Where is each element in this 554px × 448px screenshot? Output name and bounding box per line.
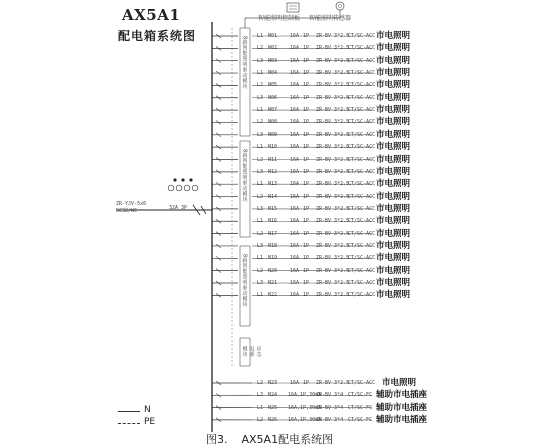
circuit-poles: 1P xyxy=(303,280,310,286)
circuit-load: 市电照明 xyxy=(376,179,411,190)
circuit-phase: L1 xyxy=(257,218,264,225)
circuit-row xyxy=(0,390,554,400)
circuit-cable: ZR-BV 3*2.5 xyxy=(316,94,350,101)
circuit-poles: 1P xyxy=(303,218,310,225)
circuit-rating: 16A xyxy=(290,119,300,126)
circuit-id: N22 xyxy=(268,292,278,299)
circuit-phase: L2 xyxy=(257,82,264,89)
circuit-load: 市电照明 xyxy=(376,80,411,91)
circuit-rating: 16A xyxy=(290,94,300,101)
circuit-cable: ZR-BV 3*2.5 xyxy=(316,242,350,249)
circuit-row xyxy=(0,43,554,53)
circuit-rating: 16A xyxy=(290,280,300,286)
circuit-row xyxy=(0,105,554,115)
circuit-poles: 1P xyxy=(303,70,310,77)
circuit-load: 辅助市电插座 xyxy=(376,402,428,413)
circuit-id: N04 xyxy=(268,70,278,77)
circuit-id: N17 xyxy=(268,230,278,237)
circuit-poles: 1P xyxy=(303,168,310,175)
circuit-row xyxy=(0,117,554,127)
circuit-poles: 1P xyxy=(303,255,310,262)
circuit-phase: L2 xyxy=(257,119,264,126)
circuit-id: N21 xyxy=(268,280,278,286)
circuit-id: N18 xyxy=(268,242,278,249)
circuit-rating: 16A xyxy=(290,57,300,64)
circuit-poles: 1P xyxy=(303,181,310,188)
circuit-id: N09 xyxy=(268,131,278,138)
circuit-load: 市电照明 xyxy=(376,203,411,214)
circuit-cable: ZR-BV 3*2.5 xyxy=(316,131,350,138)
circuit-cable: ZR-BV 3*2.5 xyxy=(316,70,350,77)
circuit-rating: 16A xyxy=(290,70,300,77)
circuit-poles: 1P xyxy=(303,205,310,212)
circuit-cable: ZR-BV 3*2.5 xyxy=(316,267,350,274)
circuit-poles: 1P xyxy=(303,131,310,138)
diagram-title: AX5A1 xyxy=(122,6,181,24)
circuit-id: N26 xyxy=(268,416,278,423)
circuit-conduit: CT/SC-ACC xyxy=(348,280,376,286)
circuit-phase: L1 xyxy=(257,144,264,151)
circuit-load: 市电照明 xyxy=(376,129,411,140)
circuit-id: N13 xyxy=(268,181,278,188)
circuit-poles: 1P xyxy=(303,267,310,274)
circuit-load: 市电照明 xyxy=(376,43,411,54)
circuit-rating: 16A,1P,30mA xyxy=(288,404,322,411)
circuit-cable: ZR-BV 3*2.5 xyxy=(316,218,350,225)
circuit-rating: 16A xyxy=(290,45,300,52)
circuit-conduit: CT/SC-ACC xyxy=(348,242,376,249)
circuit-rating: 16A xyxy=(290,33,300,39)
circuit-conduit: CT/SC-ACC xyxy=(348,218,376,225)
circuit-conduit: CT/SC-FC xyxy=(348,404,373,411)
control-panel-symbol xyxy=(287,3,299,12)
circuit-id: N20 xyxy=(268,267,278,274)
circuit-conduit: CT/SC-ACC xyxy=(348,205,376,212)
circuit-load: 市电照明 xyxy=(376,92,411,103)
circuit-rating: 16A xyxy=(290,242,300,249)
circuit-rating: 16A xyxy=(290,205,300,212)
circuit-poles: 1P xyxy=(303,380,310,386)
circuit-phase: L1 xyxy=(257,404,264,411)
circuit-id: N08 xyxy=(268,119,278,126)
circuit-phase: L2 xyxy=(257,380,264,386)
module-label: 8路智能照明驱动模块 xyxy=(241,254,248,308)
circuit-cable: ZR-BV 3*2.5 xyxy=(316,380,350,386)
circuit-cable: ZR-BV 3*2.5 xyxy=(316,119,350,126)
circuit-load: 市电照明 xyxy=(376,166,411,177)
circuit-id: N25 xyxy=(268,404,278,411)
circuit-cable: ZR-BV 3*2.5 xyxy=(316,82,350,89)
circuit-poles: 1P xyxy=(303,292,310,299)
circuit-poles: 1P xyxy=(303,45,310,52)
circuit-row xyxy=(0,56,554,66)
circuit-id: N05 xyxy=(268,82,278,89)
circuit-cable: ZR-BV 3*2.5 xyxy=(316,255,350,262)
circuit-load: 市电照明 xyxy=(376,228,411,239)
circuit-poles: 1P xyxy=(303,144,310,151)
neutral-legend-line xyxy=(118,411,140,412)
circuit-rating: 16A xyxy=(290,292,300,299)
circuit-phase: L3 xyxy=(257,57,264,64)
circuit-id: N06 xyxy=(268,94,278,101)
circuit-row xyxy=(0,266,554,276)
circuit-rating: 16A xyxy=(290,380,300,386)
circuit-cable: ZR-BV 3*2.5 xyxy=(316,280,350,286)
circuit-row xyxy=(0,378,554,388)
circuit-row xyxy=(0,179,554,189)
circuit-load: 市电照明 xyxy=(376,253,411,264)
circuit-phase: L1 xyxy=(257,33,264,39)
circuit-id: N19 xyxy=(268,255,278,262)
circuit-rating: 16A xyxy=(290,131,300,138)
circuit-conduit: CT/SC-ACC xyxy=(348,107,376,114)
circuit-row xyxy=(0,415,554,425)
circuit-phase: L2 xyxy=(257,267,264,274)
circuit-phase: L3 xyxy=(257,280,264,286)
circuit-cable: ZR-BV 3*2.5 xyxy=(316,230,350,237)
circuit-row xyxy=(0,204,554,214)
circuit-row xyxy=(0,403,554,413)
circuit-poles: 1P xyxy=(303,82,310,89)
circuit-cable: ZR-BV 3*2.5 xyxy=(316,292,350,299)
circuit-load: 市电照明 xyxy=(376,68,411,79)
circuit-conduit: CT/SC-ACC xyxy=(348,131,376,138)
figure-caption-text: AX5A1配电系统图 xyxy=(241,433,334,446)
circuit-phase: L3 xyxy=(257,205,264,212)
circuit-load: 市电照明 xyxy=(376,216,411,227)
circuit-cable: ZR-BV 3*2.5 xyxy=(316,33,350,39)
circuit-rating: 16A xyxy=(290,193,300,200)
circuit-phase: L2 xyxy=(257,45,264,52)
circuit-load: 市电照明 xyxy=(382,378,417,388)
circuit-conduit: CT/SC-ACC xyxy=(348,156,376,163)
circuit-rating: 16A,1P,30mA xyxy=(288,416,322,423)
circuit-load: 市电照明 xyxy=(376,31,411,41)
circuit-conduit: CT/SC-FC xyxy=(348,392,373,399)
circuit-phase: L1 xyxy=(257,181,264,188)
figure-caption xyxy=(206,431,347,447)
circuit-id: N01 xyxy=(268,33,278,39)
circuit-conduit: CT/SC-FC xyxy=(348,416,373,423)
circuit-row xyxy=(0,253,554,263)
circuit-rating: 16A xyxy=(290,267,300,274)
circuit-phase: L1 xyxy=(257,255,264,262)
sensor-label: 智能照明传感器 xyxy=(309,15,352,22)
circuit-phase: L1 xyxy=(257,292,264,299)
circuit-phase: L3 xyxy=(257,242,264,249)
circuit-rating: 16A xyxy=(290,218,300,225)
circuit-cable: ZR-BV 3*2.5 xyxy=(316,45,350,52)
circuit-id: N11 xyxy=(268,156,278,163)
module-label: 应急电源模块 xyxy=(241,346,262,357)
circuit-poles: 1P xyxy=(303,193,310,200)
earth-legend-label: PE xyxy=(144,417,156,427)
circuit-phase: L3 xyxy=(257,392,264,399)
circuit-phase: L3 xyxy=(257,168,264,175)
circuit-cable: ZR-BV 3*2.5 xyxy=(316,181,350,188)
circuit-load: 市电照明 xyxy=(376,154,411,165)
circuit-row xyxy=(0,68,554,78)
circuit-conduit: CT/SC-ACC xyxy=(348,94,376,101)
circuit-load: 市电照明 xyxy=(376,290,411,301)
circuit-id: N02 xyxy=(268,45,278,52)
circuit-row xyxy=(0,278,554,288)
circuit-load: 市电照明 xyxy=(376,55,411,66)
circuit-row xyxy=(0,155,554,165)
neutral-legend-label: N xyxy=(144,405,151,415)
circuit-phase: L3 xyxy=(257,131,264,138)
circuit-id: N03 xyxy=(268,57,278,64)
circuit-row xyxy=(0,31,554,41)
circuit-row xyxy=(0,216,554,226)
circuit-poles: 1P xyxy=(303,57,310,64)
circuit-conduit: CT/SC-ACC xyxy=(348,70,376,77)
circuit-conduit: CT/SC-ACC xyxy=(348,267,376,274)
circuit-poles: 1P xyxy=(303,156,310,163)
circuit-rating: 16A xyxy=(290,181,300,188)
circuit-conduit: CT/SC-ACC xyxy=(348,168,376,175)
circuit-id: N14 xyxy=(268,193,278,200)
circuit-row xyxy=(0,167,554,177)
circuit-rating: 16A xyxy=(290,255,300,262)
circuit-poles: 1P xyxy=(303,242,310,249)
circuit-cable: ZR-BV 3*4 xyxy=(316,416,344,423)
circuit-phase: L1 xyxy=(257,107,264,114)
circuit-cable: ZR-BV 3*2.5 xyxy=(316,193,350,200)
circuit-row xyxy=(0,80,554,90)
circuit-load: 市电照明 xyxy=(376,265,411,276)
circuit-id: N10 xyxy=(268,144,278,151)
circuit-load: 市电照明 xyxy=(376,117,411,128)
circuit-id: N12 xyxy=(268,168,278,175)
circuit-conduit: CT/SC-ACC xyxy=(348,45,376,52)
circuit-poles: 1P xyxy=(303,94,310,101)
control-panel-label: 智能照明控制板 xyxy=(258,15,301,22)
circuit-rating: 16A xyxy=(290,82,300,89)
circuit-row xyxy=(0,93,554,103)
circuit-conduit: CT/SC-ACC xyxy=(348,144,376,151)
circuit-rating: 16A xyxy=(290,107,300,114)
circuit-conduit: CT/SC-ACC xyxy=(348,57,376,64)
circuit-phase: L2 xyxy=(257,416,264,423)
circuit-rating: 16A xyxy=(290,230,300,237)
sensor-symbol xyxy=(336,2,344,10)
circuit-conduit: CT/SC-ACC xyxy=(348,33,376,39)
circuit-cable: ZR-BV 3*2.5 xyxy=(316,144,350,151)
incoming-cable: ZR-YJV-5x6 xyxy=(116,201,147,207)
circuit-cable: ZR-BV 3*4 xyxy=(316,392,344,399)
circuit-load: 市电照明 xyxy=(376,142,411,153)
circuit-id: N23 xyxy=(268,380,278,386)
module-label: 8路智能照明驱动模块 xyxy=(241,36,248,90)
circuit-conduit: CT/SC-ACC xyxy=(348,380,376,386)
circuit-load: 市电照明 xyxy=(376,240,411,251)
circuit-load: 市电照明 xyxy=(376,191,411,202)
circuit-row xyxy=(0,229,554,239)
circuit-phase: L2 xyxy=(257,193,264,200)
circuit-conduit: CT/SC-ACC xyxy=(348,181,376,188)
circuit-row xyxy=(0,142,554,152)
circuit-row xyxy=(0,130,554,140)
circuit-cable: ZR-BV 3*2.5 xyxy=(316,107,350,114)
circuit-rating: 16A xyxy=(290,144,300,151)
module-label: 8路智能照明驱动模块 xyxy=(241,149,248,203)
circuit-rating: 16A xyxy=(290,156,300,163)
circuit-poles: 1P xyxy=(303,119,310,126)
circuit-phase: L2 xyxy=(257,156,264,163)
circuit-conduit: CT/SC-ACC xyxy=(348,82,376,89)
circuit-cable: ZR-BV 3*2.5 xyxy=(316,156,350,163)
circuit-load: 辅助市电插座 xyxy=(376,414,428,425)
circuit-cable: ZR-BV 3*4 xyxy=(316,404,344,411)
circuit-load: 市电照明 xyxy=(376,278,411,288)
circuit-conduit: CT/SC-ACC xyxy=(348,255,376,262)
circuit-conduit: CT/SC-ACC xyxy=(348,230,376,237)
main-breaker-label: 32A 3P xyxy=(169,205,188,211)
circuit-phase: L3 xyxy=(257,94,264,101)
diagram-subtitle: 配电箱系统图 xyxy=(118,29,197,43)
circuit-row xyxy=(0,192,554,202)
circuit-conduit: CT/SC-ACC xyxy=(348,292,376,299)
circuit-conduit: CT/SC-ACC xyxy=(348,119,376,126)
circuit-poles: 1P xyxy=(303,107,310,114)
circuit-cable: ZR-BV 3*2.5 xyxy=(316,205,350,212)
circuit-poles: 1P xyxy=(303,33,310,39)
circuit-rating: 16A xyxy=(290,168,300,175)
figure-number: 图3. xyxy=(206,433,228,446)
earth-legend-line xyxy=(118,423,140,424)
circuit-conduit: CT/SC-ACC xyxy=(348,193,376,200)
circuit-row xyxy=(0,241,554,251)
circuit-id: N16 xyxy=(268,218,278,225)
circuit-poles: 1P xyxy=(303,230,310,237)
incoming-conduit: SC32/WC xyxy=(116,208,138,214)
circuit-load: 辅助市电插座 xyxy=(376,390,428,401)
circuit-phase: L1 xyxy=(257,70,264,77)
circuit-phase: L2 xyxy=(257,230,264,237)
circuit-id: N24 xyxy=(268,392,278,399)
circuit-id: N07 xyxy=(268,107,278,114)
circuit-id: N15 xyxy=(268,205,278,212)
circuit-rating: 16A,1P,30mA xyxy=(288,392,322,399)
circuit-cable: ZR-BV 3*2.5 xyxy=(316,168,350,175)
circuit-cable: ZR-BV 3*2.5 xyxy=(316,57,350,64)
circuit-load: 市电照明 xyxy=(376,105,411,116)
circuit-row xyxy=(0,290,554,300)
